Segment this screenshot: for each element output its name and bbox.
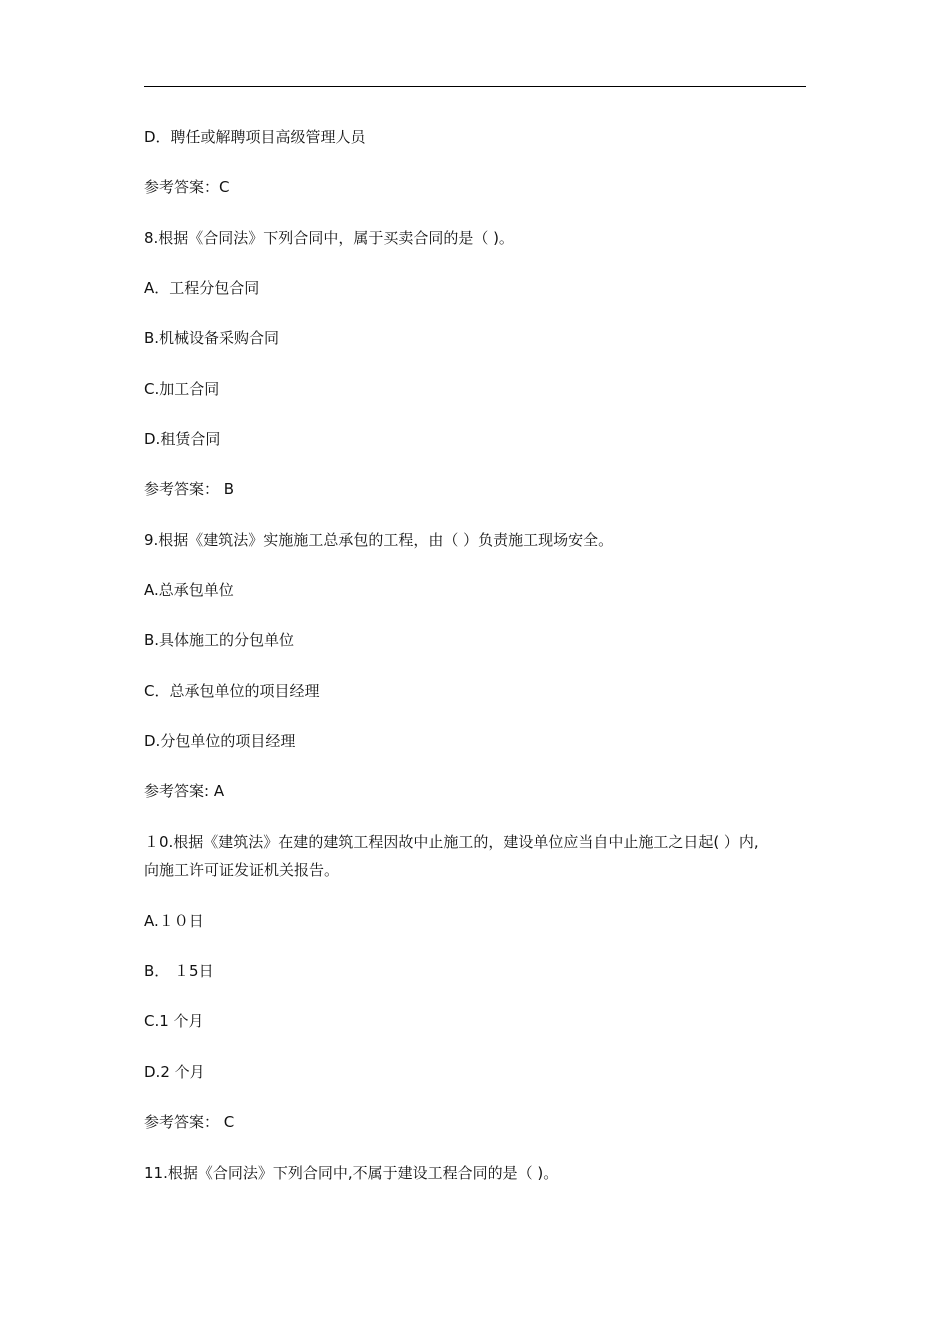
option-10c: C.1 个月 xyxy=(144,1012,204,1030)
question-9: 9.根据《建筑法》实施施工总承包的工程，由（ ）负责施工现场安全。 xyxy=(144,531,614,549)
option-9a: A.总承包单位 xyxy=(144,581,234,599)
answer-9: 参考答案: A xyxy=(144,782,225,800)
option-8a: A．工程分包合同 xyxy=(144,279,260,297)
option-8b: B.机械设备采购合同 xyxy=(144,329,280,347)
option-10b: B． １5日 xyxy=(144,962,214,980)
header-rule xyxy=(144,86,806,87)
question-10-line1: １0.根据《建筑法》在建的建筑工程因故中止施工的，建设单位应当自中止施工之日起( ）内, xyxy=(144,833,759,851)
answer-7: 参考答案：C xyxy=(144,178,230,196)
question-11: 11.根据《合同法》下列合同中,不属于建设工程合同的是（ )。 xyxy=(144,1164,559,1182)
option-9c: C．总承包单位的项目经理 xyxy=(144,682,320,700)
option-8c: C.加工合同 xyxy=(144,380,220,398)
answer-8: 参考答案： B xyxy=(144,480,235,498)
answer-10: 参考答案： C xyxy=(144,1113,235,1131)
option-10d: D.2 个月 xyxy=(144,1063,205,1081)
option-10a: A.１０日 xyxy=(144,912,204,930)
option-7d: D．聘任或解聘项目高级管理人员 xyxy=(144,128,366,146)
option-9d: D.分包单位的项目经理 xyxy=(144,732,296,750)
question-10-line2: 向施工许可证发证机关报告。 xyxy=(144,861,340,879)
question-8: 8.根据《合同法》下列合同中，属于买卖合同的是（ )。 xyxy=(144,229,514,247)
option-9b: B.具体施工的分包单位 xyxy=(144,631,295,649)
option-8d: D.租赁合同 xyxy=(144,430,221,448)
